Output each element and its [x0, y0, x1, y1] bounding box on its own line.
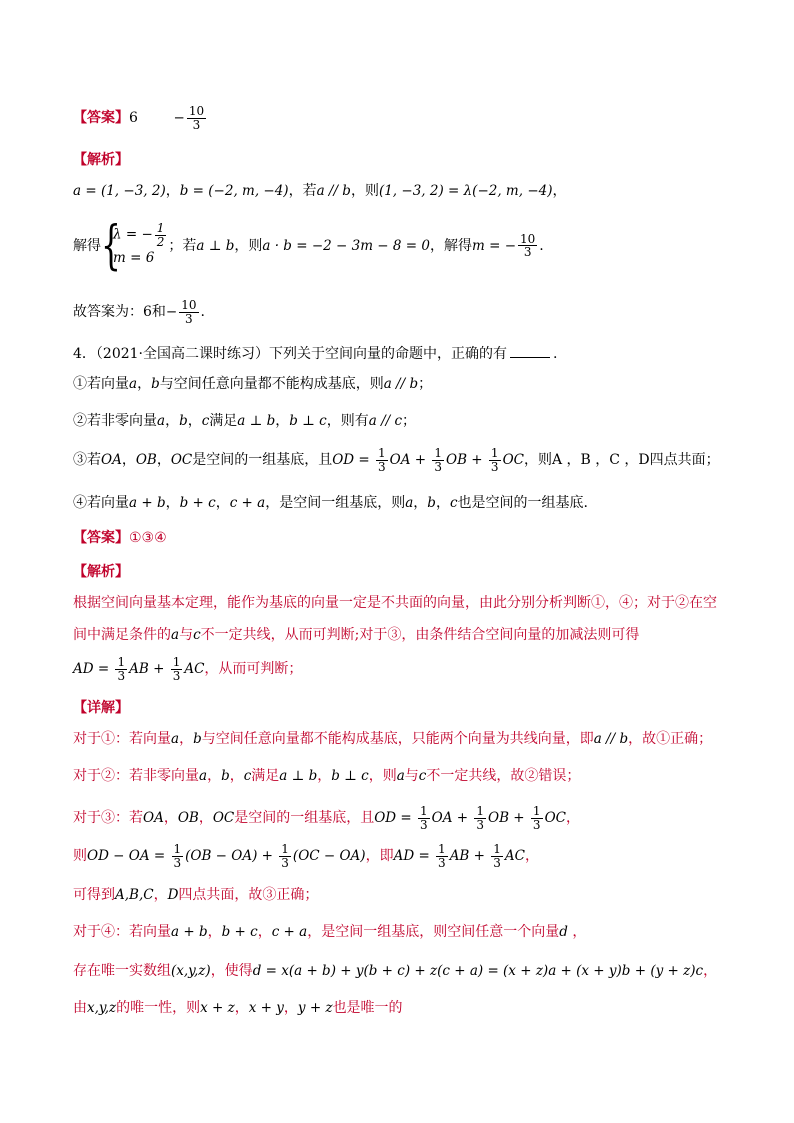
explanation-text: ，	[565, 810, 580, 827]
fraction-numerator: 1	[438, 842, 446, 856]
explanation-text: ，是空间一组基底，则空间任意一个向量	[307, 924, 560, 940]
math-expression: OA	[101, 452, 122, 469]
math-expression: b ⊥ c	[289, 413, 327, 429]
plain-text: ，	[215, 495, 230, 511]
math-expression: (OC − OA)	[292, 848, 366, 865]
math-expression: a	[405, 495, 414, 511]
explanation-text: 对于③：若	[73, 810, 143, 827]
math-expression: a // b	[593, 731, 629, 747]
section-tag: 【详解】	[73, 700, 129, 716]
fraction-denominator: 3	[420, 817, 428, 832]
plain-text: .	[200, 304, 205, 321]
math-expression: a // b	[316, 183, 351, 199]
explanation-text: ，	[153, 887, 168, 903]
explanation-text: 与	[404, 768, 419, 784]
math-expression: b	[193, 731, 202, 747]
explanation-text: 对于①：若向量	[73, 731, 171, 747]
math-expression: a	[157, 413, 166, 429]
plain-text: ，	[165, 413, 180, 429]
math-expression: c	[193, 627, 201, 643]
math-expression: a + b	[129, 495, 166, 511]
fraction-numerator: 10	[188, 104, 205, 118]
explanation-text: ，	[257, 924, 272, 940]
fraction-numerator: 1	[532, 804, 541, 818]
text-line-l14	[73, 624, 639, 644]
fraction	[432, 447, 444, 473]
explanation-text: ，从而可判断；	[204, 661, 303, 678]
math-expression: OC	[170, 452, 193, 469]
fraction	[489, 447, 501, 473]
plain-text: ，	[187, 413, 202, 429]
plain-text: ，	[156, 452, 171, 469]
plain-text: ；	[418, 376, 433, 392]
fraction	[171, 656, 183, 682]
math-expression: OB	[177, 810, 199, 827]
text-line-l11	[73, 527, 167, 547]
plain-text: ③若	[73, 452, 101, 469]
math-expression: c	[243, 768, 252, 784]
fraction-numerator: 1	[281, 842, 289, 856]
math-expression: a · b = −2 − 3m − 8 = 0	[262, 237, 430, 254]
fraction	[518, 233, 537, 259]
system-row-2: m = 6	[113, 250, 155, 267]
math-expression: D	[167, 887, 179, 903]
math-expression: AC	[184, 661, 205, 678]
fraction	[436, 843, 448, 869]
math-expression: OA +	[389, 452, 431, 469]
fraction-denominator: 3	[117, 668, 126, 683]
explanation-text: 四点共面，故③正确；	[178, 887, 319, 903]
fraction-denominator: 3	[493, 855, 501, 870]
plain-text: 故答案为：6和	[73, 304, 166, 321]
explanation-text: ，	[198, 810, 213, 827]
equation-system	[101, 216, 168, 276]
explanation-text: 间中满足条件的	[73, 627, 171, 643]
fraction	[376, 447, 388, 473]
plain-text: ，	[275, 413, 290, 429]
explanation-text: 不一定共线，故②错误；	[426, 768, 581, 784]
fraction-denominator: 3	[378, 459, 386, 474]
math-expression: (1, −3, 2) = λ(−2, m, −4)	[378, 183, 553, 199]
math-expression: b	[427, 495, 436, 511]
math-expression: b = (−2, m, −4)	[179, 183, 289, 199]
text-line-l9	[73, 447, 720, 473]
fraction-numerator: 10	[520, 231, 536, 246]
fraction-denominator: 3	[532, 817, 541, 832]
fraction	[187, 105, 206, 131]
plain-text: ②若非零向量	[73, 413, 157, 429]
explanation-text: 也是唯一的	[332, 1000, 403, 1016]
math-expression: x + y	[248, 1000, 284, 1016]
plain-text: 6	[129, 110, 138, 127]
math-expression: c	[418, 768, 427, 784]
fraction	[179, 299, 198, 325]
explanation-text: ，	[207, 924, 222, 940]
math-expression: a = (1, −3, 2)	[73, 183, 166, 199]
explanation-text: ，	[234, 1000, 249, 1016]
text-line-l19	[73, 805, 580, 831]
explanation-text: 满足	[251, 768, 280, 784]
brace-icon: {	[101, 216, 121, 276]
math-expression: OB	[135, 452, 157, 469]
fraction-denominator: 3	[476, 817, 485, 832]
plain-text: ，是空间一组基底，则	[265, 495, 406, 511]
math-expression: b	[221, 768, 230, 784]
math-expression: a // c	[368, 413, 403, 429]
fraction-numerator: 1	[117, 655, 126, 669]
math-expression: x,y,z	[87, 1000, 117, 1016]
explanation-text: ，故①正确；	[628, 731, 713, 747]
text-line-l1	[73, 105, 208, 131]
plain-text: ，	[165, 495, 180, 511]
plain-text: ，则A ，B ，C ，D四点共面；	[523, 452, 720, 469]
math-expression: a ⊥ b	[279, 768, 318, 784]
math-expression: OB +	[488, 810, 529, 827]
math-expression: a	[171, 731, 180, 747]
text-line-l20	[73, 843, 539, 869]
text-line-l6	[73, 343, 557, 363]
math-expression: A,B,C	[115, 887, 154, 903]
fraction-numerator: 1	[172, 655, 181, 669]
explanation-text: 根据空间向量基本定理，能作为基底的向量一定是不共面的向量，由此分别分析判断①，④；对于②在空	[73, 595, 717, 611]
explanation-text: ，	[567, 924, 587, 940]
math-expression: c	[201, 413, 210, 429]
explanation-text: ，则	[368, 768, 397, 784]
fraction-numerator: 1	[173, 842, 182, 856]
explanation-text: 则	[73, 848, 87, 865]
plain-text: ，	[435, 495, 450, 511]
explanation-text: 不一定共线，从而可判断;对于③，由条件结合空间向量的加减法则可得	[200, 627, 640, 643]
plain-text: 是空间的一组基底，且	[192, 452, 333, 469]
fraction-numerator: 10	[181, 298, 197, 312]
explanation-text: 对于④：若向量	[73, 924, 171, 940]
fraction-denominator: 3	[438, 855, 446, 870]
text-line-l15	[73, 656, 302, 682]
math-expression: OA +	[431, 810, 473, 827]
plain-text: ，解得	[430, 237, 472, 254]
explanation-text: ，	[207, 768, 222, 784]
fraction-numerator: 1	[434, 446, 443, 460]
text-line-l2	[73, 149, 129, 169]
text-line-l10	[73, 492, 588, 512]
math-expression: AB +	[129, 661, 169, 678]
math-expression: OC	[502, 452, 524, 469]
plain-text: 解得	[73, 237, 101, 254]
fraction-denominator: 3	[172, 668, 181, 683]
fraction	[155, 222, 167, 248]
math-expression: AD =	[393, 848, 435, 865]
explanation-text: ，使得	[210, 963, 253, 979]
plain-text: 与空间任意向量都不能构成基底，则	[159, 376, 384, 392]
system-row-text: λ = −	[113, 226, 153, 243]
math-expression: OD =	[332, 452, 375, 469]
plain-text: ，若	[288, 183, 317, 199]
system-row-1	[113, 222, 168, 248]
plain-text: ，	[552, 183, 567, 199]
math-expression: b	[179, 413, 188, 429]
fraction-denominator: 3	[523, 245, 532, 260]
text-line-l13	[73, 592, 717, 612]
math-expression: OD − OA =	[87, 848, 170, 865]
fraction-denominator: 2	[156, 234, 165, 249]
plain-text: 4．（2021·全国高二课时练习）下列关于空间向量的命题中，正确的有	[73, 346, 507, 362]
plain-text: ，	[137, 376, 152, 392]
math-expression: b + c	[221, 924, 258, 940]
fraction	[279, 843, 291, 869]
math-expression: m = −	[472, 237, 517, 254]
fraction	[172, 843, 184, 869]
explanation-text: 可得到	[73, 887, 115, 903]
plain-text: ④若向量	[73, 495, 129, 511]
fraction	[474, 805, 486, 831]
plain-text: 也是空间的一组基底.	[457, 495, 588, 511]
answer-blank	[510, 357, 550, 358]
explanation-text: ，	[229, 768, 244, 784]
math-expression: c + a	[271, 924, 308, 940]
math-expression: a ⊥ b	[237, 413, 276, 429]
math-expression: OA	[143, 810, 164, 827]
plain-text: .	[553, 346, 558, 362]
explanation-text: 与空间任意向量都不能构成基底，只能两个向量为共线向量，即	[201, 731, 594, 747]
math-expression: y + z	[297, 1000, 333, 1016]
text-line-l3	[73, 180, 566, 200]
math-expression: −	[165, 304, 178, 321]
math-expression: a ⊥ b	[196, 237, 235, 254]
math-expression: a	[171, 627, 180, 643]
explanation-text: 对于②：若非零向量	[73, 768, 199, 784]
math-expression: OC	[544, 810, 566, 827]
math-expression: OC	[212, 810, 235, 827]
math-expression: AD =	[73, 661, 114, 678]
fraction	[418, 805, 430, 831]
explanation-text: 由	[73, 1000, 87, 1016]
explanation-text: 与	[179, 627, 194, 643]
explanation-text: ，即	[365, 848, 394, 865]
math-expression: d = x(a + b) + y(b + c) + z(c + a) = (x + z)a + (x + y)b + (y + z)c	[252, 963, 704, 979]
math-expression: a	[396, 768, 405, 784]
explanation-text: 是空间的一组基底，且	[234, 810, 375, 827]
text-line-l24	[73, 997, 403, 1017]
fraction-numerator: 1	[420, 804, 428, 818]
explanation-text: ，	[163, 810, 178, 827]
text-line-l12	[73, 561, 129, 581]
text-line-l21	[73, 884, 318, 904]
plain-text: ，	[121, 452, 136, 469]
explanation-text: ①③④	[129, 530, 167, 546]
section-tag: 【解析】	[73, 152, 129, 168]
math-expression: x + z	[200, 1000, 235, 1016]
explanation-text: 存在唯一实数组	[73, 963, 171, 979]
math-expression: (OB − OA) +	[185, 848, 278, 865]
fraction-numerator: 1	[490, 446, 499, 460]
text-line-l22	[73, 921, 586, 941]
fraction-denominator: 3	[173, 855, 182, 870]
section-tag: 【答案】	[73, 530, 129, 546]
text-line-l8	[73, 410, 416, 430]
math-expression: a + b	[171, 924, 208, 940]
explanation-text: 的唯一性，则	[116, 1000, 201, 1016]
explanation-text: ，	[283, 1000, 298, 1016]
math-expression: d	[559, 924, 568, 940]
fraction-denominator: 3	[192, 117, 201, 132]
explanation-text: ，	[179, 731, 194, 747]
explanation-text: ，	[525, 848, 539, 865]
math-expression: OB +	[446, 452, 487, 469]
math-expression: a // b	[383, 376, 419, 392]
math-expression: AB +	[449, 848, 490, 865]
plain-text: ，	[165, 183, 180, 199]
plain-text: ；若	[168, 237, 197, 254]
section-tag: 【解析】	[73, 564, 129, 580]
math-expression: OD =	[374, 810, 417, 827]
plain-text: ①若向量	[73, 376, 129, 392]
text-line-l17	[73, 728, 712, 748]
plain-text: ，则	[350, 183, 379, 199]
fraction-denominator: 3	[490, 459, 499, 474]
fraction-denominator: 3	[434, 459, 443, 474]
math-expression: a	[199, 768, 208, 784]
fraction	[491, 843, 503, 869]
math-expression: −	[173, 110, 185, 127]
plain-text: ；	[402, 413, 417, 429]
math-expression: c	[449, 495, 458, 511]
text-line-l16	[73, 697, 129, 717]
math-expression: b ⊥ c	[331, 768, 369, 784]
fraction	[115, 656, 127, 682]
explanation-text: ，	[317, 768, 332, 784]
text-line-l23	[73, 960, 717, 980]
section-tag: 【答案】	[73, 110, 129, 127]
text-line-l4	[73, 216, 544, 276]
math-expression: b + c	[179, 495, 216, 511]
math-expression: a	[129, 376, 138, 392]
math-expression: c + a	[229, 495, 266, 511]
fraction-numerator: 1	[378, 446, 386, 460]
fraction-numerator: 1	[493, 842, 501, 856]
math-expression: b	[151, 376, 160, 392]
plain-text: 满足	[209, 413, 238, 429]
plain-text: .	[539, 237, 544, 254]
text-line-l18	[73, 765, 580, 785]
fraction	[531, 805, 543, 831]
plain-text	[138, 110, 174, 126]
text-line-l7	[73, 373, 432, 393]
plain-text: ，则有	[326, 413, 369, 429]
plain-text: ，则	[234, 237, 263, 254]
math-expression: AC	[504, 848, 525, 865]
fraction-denominator: 3	[185, 311, 193, 326]
explanation-text: ，	[703, 963, 718, 979]
math-expression: (x,y,z)	[171, 963, 211, 979]
fraction-numerator: 1	[476, 804, 485, 818]
plain-text: ，	[413, 495, 428, 511]
fraction-denominator: 3	[281, 855, 289, 870]
fraction-numerator: 1	[156, 221, 165, 235]
text-line-l5	[73, 299, 205, 325]
